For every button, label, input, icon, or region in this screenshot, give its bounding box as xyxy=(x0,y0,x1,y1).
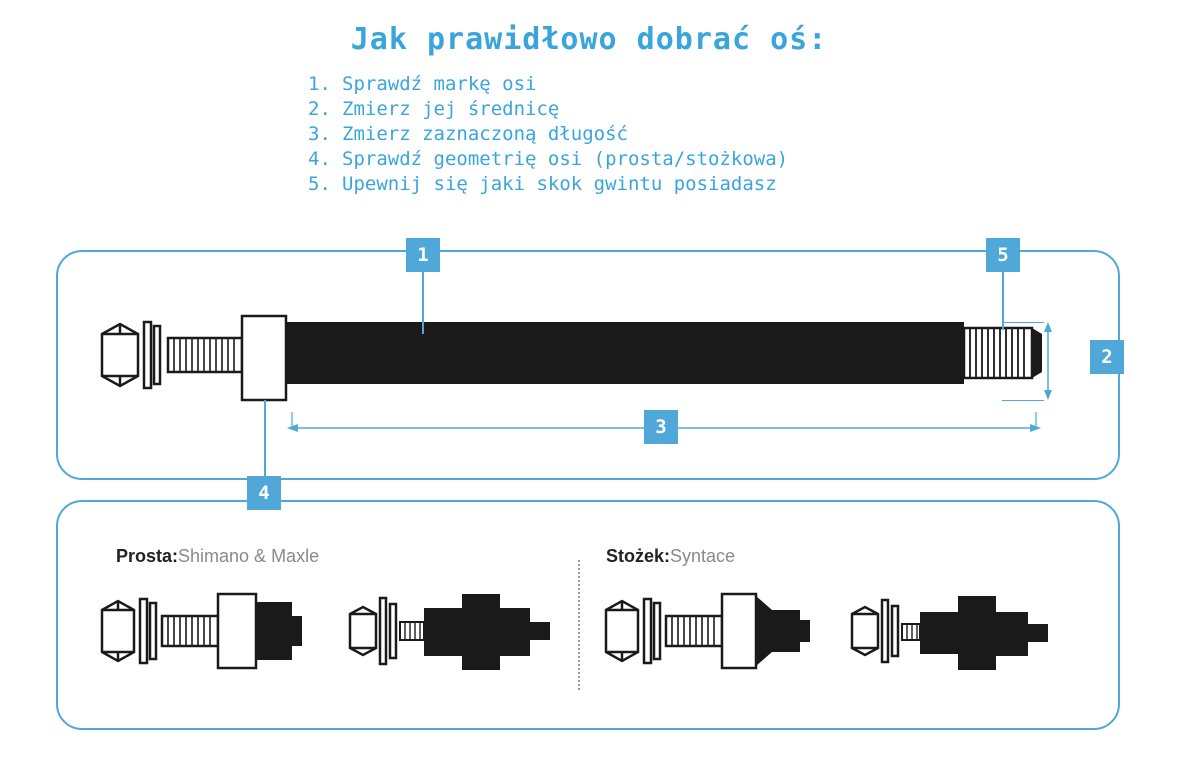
step-text: Sprawdź geometrię osi (prosta/stożkowa) xyxy=(342,148,789,170)
extension-line-top xyxy=(1002,322,1044,323)
step-text: Sprawdź markę osi xyxy=(342,73,537,95)
callout-badge-1: 1 xyxy=(406,238,440,272)
cone-label-bold: Stożek: xyxy=(606,546,671,566)
callout-leader-line-5 xyxy=(1002,272,1004,330)
callout-badge-5: 5 xyxy=(986,238,1020,272)
step-number: 2. xyxy=(308,98,331,120)
step-number: 5. xyxy=(308,173,331,195)
page-title: Jak prawidłowo dobrać oś: xyxy=(350,22,828,57)
straight-type-label xyxy=(116,546,319,567)
axle-straight-nut-icon xyxy=(96,586,326,690)
cone-label-brands: Syntace xyxy=(670,546,736,566)
list-item xyxy=(308,97,1008,122)
list-item xyxy=(308,122,1008,147)
step-text: Zmierz jej średnicę xyxy=(342,98,560,120)
axle-cone-nut-icon xyxy=(600,586,830,690)
list-item xyxy=(308,172,1008,197)
list-item xyxy=(308,72,1008,97)
list-item xyxy=(308,147,1008,172)
step-text: Zmierz zaznaczoną długość xyxy=(342,123,628,145)
step-text: Upewnij się jaki skok gwintu posiadasz xyxy=(342,173,777,195)
step-number: 1. xyxy=(308,73,331,95)
divider xyxy=(578,560,580,690)
callout-badge-2: 2 xyxy=(1090,340,1124,374)
step-number: 3. xyxy=(308,123,331,145)
straight-label-brands: Shimano & Maxle xyxy=(178,546,320,566)
callout-leader-line-1 xyxy=(422,272,424,334)
axle-straight-body-icon xyxy=(344,586,574,690)
axle-diagram-icon xyxy=(90,300,1080,410)
callout-badge-3: 3 xyxy=(644,410,678,444)
steps-list xyxy=(308,72,1008,197)
straight-label-bold: Prosta: xyxy=(116,546,179,566)
cone-type-label xyxy=(606,546,735,567)
extension-line-bottom xyxy=(1002,400,1044,401)
callout-leader-line-4 xyxy=(264,400,266,476)
dimension-diameter xyxy=(1036,318,1072,404)
step-number: 4. xyxy=(308,148,331,170)
axle-cone-body-icon xyxy=(846,586,1076,690)
callout-badge-4: 4 xyxy=(247,476,281,510)
